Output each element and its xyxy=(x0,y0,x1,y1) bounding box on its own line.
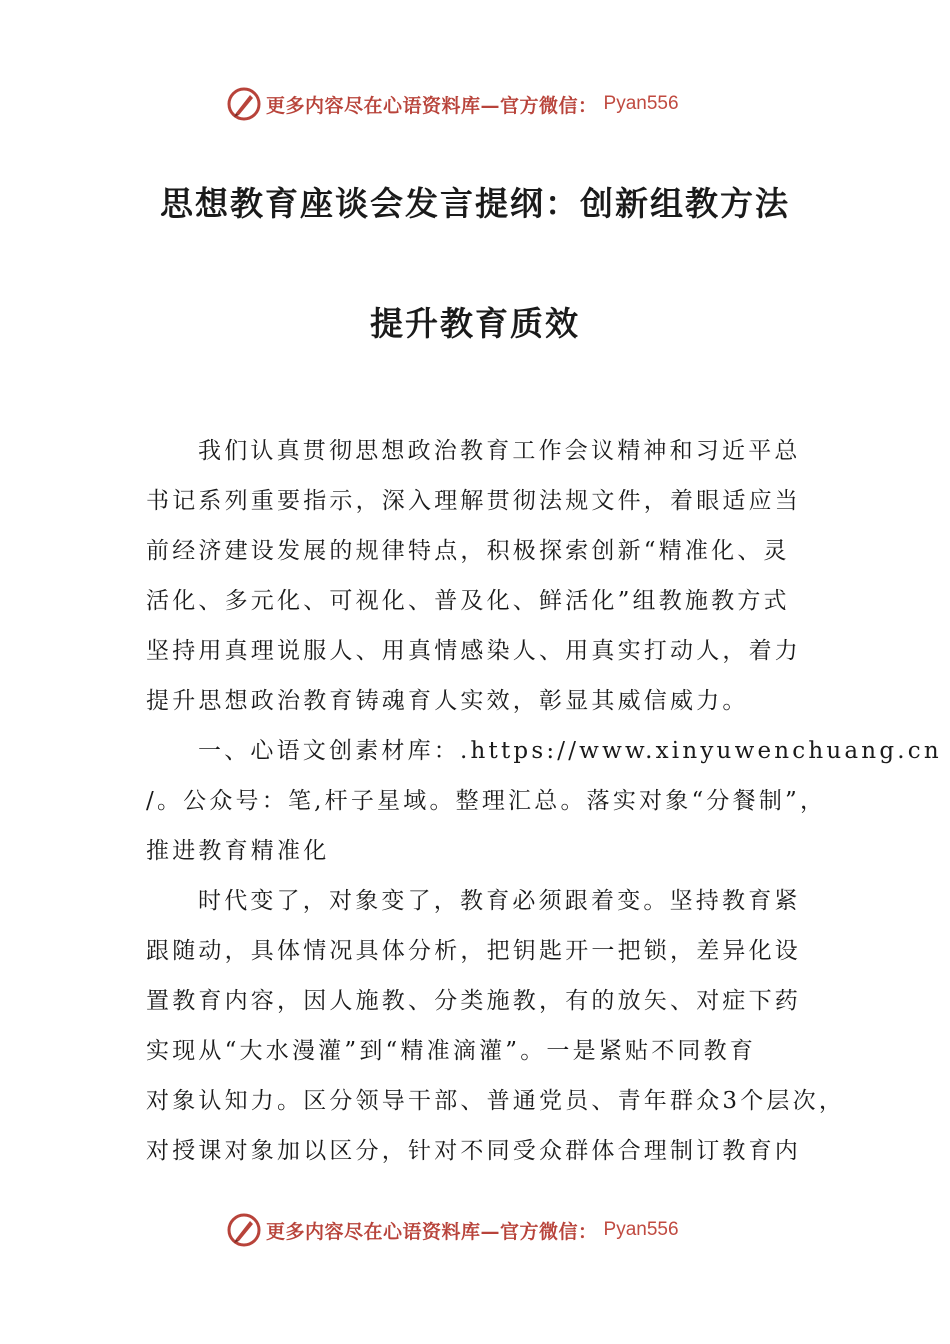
body-line: 置教育内容，因人施教、分类施教，有的放矢、对症下药 xyxy=(146,988,801,1014)
body-line: 我们认真贯彻思想政治教育工作会议精神和习近平总 xyxy=(198,438,801,464)
body-line: 前经济建设发展的规律特点，积极探索创新“精准化、灵 xyxy=(146,538,790,564)
body-line: 跟随动，具体情况具体分析，把钥匙开一把锁，差异化设 xyxy=(146,938,801,964)
footer-watermark-banner xyxy=(226,1210,679,1250)
body-line: 书记系列重要指示，深入理解贯彻法规文件，着眼适应当 xyxy=(146,488,801,514)
title-line-2: 提升教育质效 xyxy=(370,304,580,343)
banner-text: 更多内容尽在心语资料库—官方微信： xyxy=(266,1220,598,1243)
body-line: 推进教育精准化 xyxy=(146,838,330,864)
banner-wechat-id: Pyan556 xyxy=(603,93,679,114)
body-line: /。公众号：笔,杆子星域。整理汇总。落实对象“分餐制”， xyxy=(146,788,827,814)
body-line: 时代变了，对象变了，教育必须跟着变。坚持教育紧 xyxy=(198,888,801,914)
title-line-1: 思想教育座谈会发言提纲：创新组教方法 xyxy=(160,184,790,223)
pen-logo-icon xyxy=(226,86,262,122)
body-line: 坚持用真理说服人、用真情感染人、用真实打动人，着力 xyxy=(146,638,801,664)
body-line: 提升思想政治教育铸魂育人实效，彰显其威信威力。 xyxy=(146,688,749,714)
header-watermark-banner xyxy=(226,84,679,124)
banner-text: 更多内容尽在心语资料库—官方微信： xyxy=(266,94,598,117)
body-line: 一、心语文创素材库：.https://www.xinyuwenchuang.cn xyxy=(198,738,942,764)
body-line: 实现从“大水漫灌”到“精准滴灌”。一是紧贴不同教育 xyxy=(146,1038,757,1064)
pen-logo-icon xyxy=(226,1212,262,1248)
banner-wechat-id: Pyan556 xyxy=(603,1219,679,1240)
body-line: 活化、多元化、可视化、普及化、鲜活化”组教施教方式 xyxy=(146,588,790,614)
body-line: 对象认知力。区分领导干部、普通党员、青年群众3个层次， xyxy=(146,1088,846,1114)
body-line: 对授课对象加以区分，针对不同受众群体合理制订教育内 xyxy=(146,1138,801,1164)
